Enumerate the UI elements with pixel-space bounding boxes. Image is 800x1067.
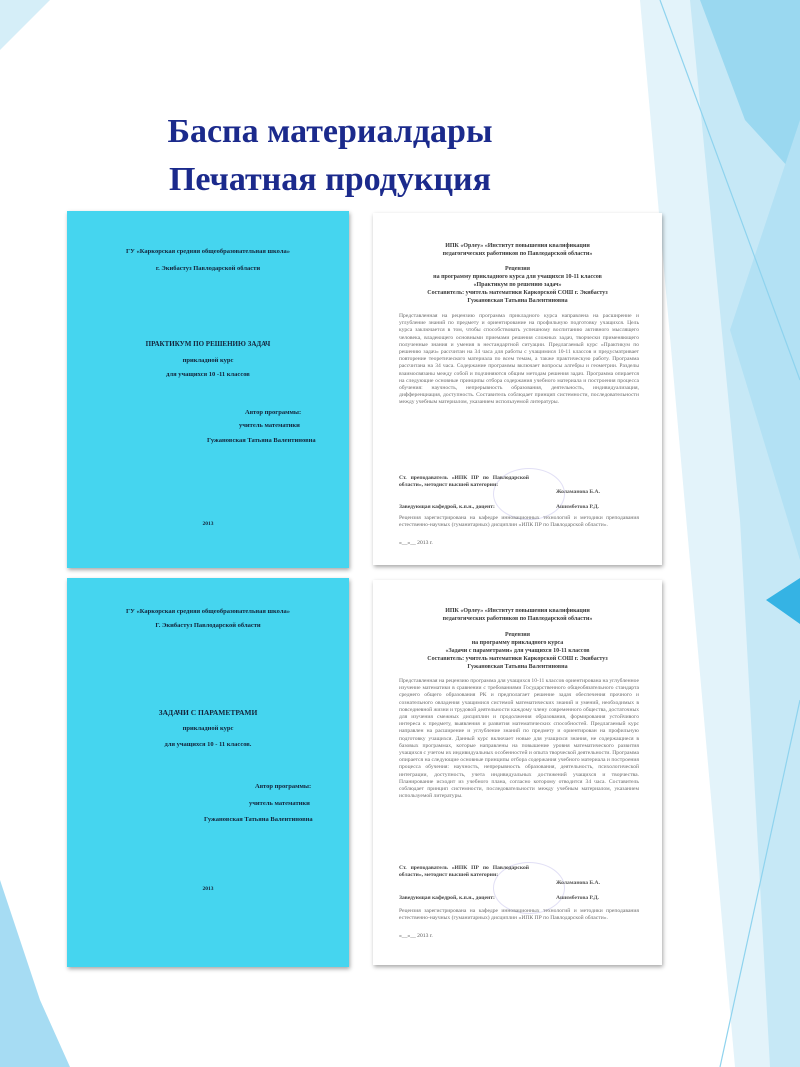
review-signature-1-label: Ст. преподаватель «ИПК ПР по Павлодарской области», методист высшей категории:: [399, 865, 529, 879]
review-date: «__»__ 2013 г.: [399, 540, 433, 546]
review-subject: на программу прикладного курса: [471, 640, 564, 646]
review-compiler-name: Гужановская Татьяна Валентиновна: [467, 298, 568, 304]
review-signature-2-name: Ашимбетова Р.Д.: [556, 504, 599, 510]
cover-author-role: учитель математики: [239, 422, 300, 429]
left-wedge-light: [0, 0, 50, 50]
cover-audience: для учащихся 10 -11 классов: [166, 371, 250, 378]
review-org-line1: ИПК «Орлеу» «Институт повышения квалификации: [445, 608, 590, 614]
review-signature-1-name: Жоламанова Б.А.: [556, 880, 600, 886]
review-course-name: «Практикум по решению задач»: [473, 282, 562, 288]
cover-author-name: Гужановская Татьяна Валентиновна: [207, 437, 316, 444]
cover-author-name: Гужановская Татьяна Валентиновна: [204, 816, 313, 823]
cover-school-name: ГУ «Каркорская средняя общеобразовательная школа»: [126, 608, 290, 615]
review-compiler: Составитель: учитель математики Каркорской СОШ г. Экибастуз: [427, 656, 608, 662]
cover-year: 2013: [202, 521, 214, 527]
cover-city: Г. Экибастуз Павлодарской области: [155, 622, 261, 629]
cover-school-name: ГУ «Каркорская средняя общеобразовательная школа»: [126, 248, 290, 255]
review-signature-1-label: Ст. преподаватель «ИПК ПР по Павлодарской области», методист высшей категории:: [399, 475, 529, 489]
cover-course-title: ЗАДАЧИ С ПАРАМЕТРАМИ: [158, 708, 258, 717]
review-signature-2-label: Заведующая кафедрой, к.п.н., доцент:: [399, 895, 495, 901]
review-subject: на программу прикладного курса для учащихся 10-11 классов: [433, 274, 602, 280]
review-signature-1-name: Жоламанова Б.А.: [556, 489, 600, 495]
cover-page-parameters: [67, 578, 349, 967]
cover-author-label: Автор программы:: [245, 409, 302, 416]
review-page-practicum: [373, 213, 662, 565]
cover-author-role: учитель математики: [249, 800, 310, 807]
review-compiler-name: Гужановская Татьяна Валентиновна: [467, 664, 568, 670]
review-date: «__»__ 2013 г.: [399, 933, 433, 939]
review-course-name: «Задачи с параметрами» для учащихся 10-11 классов: [445, 648, 590, 654]
title-line-kazakh: Баспа материалдары: [167, 113, 493, 150]
review-signature-2-name: Ашимбетова Р.Д.: [556, 895, 599, 901]
review-page-parameters: [373, 580, 662, 965]
review-footer-note: Рецензия зарегистрирована на кафедре инновационных технологий и методики преподавания естественно-научных (гуманитарных) дисциплин «ИПК ПР по Павлодарской области».: [399, 908, 639, 922]
left-wedge: [0, 880, 70, 1067]
review-signature-2-label: Заведующая кафедрой, к.п.н., доцент:: [399, 504, 495, 510]
cover-course-title: ПРАКТИКУМ ПО РЕШЕНИЮ ЗАДАЧ: [145, 340, 271, 348]
cover-course-type: прикладной курс: [182, 357, 234, 364]
review-footer-note: Рецензия зарегистрирована на кафедре инновационных технологий и методики преподавания естественно-научных (гуманитарных) дисциплин «ИПК ПР по Павлодарской области».: [399, 515, 639, 529]
review-heading: Рецензия: [505, 266, 530, 272]
cover-course-type: прикладной курс: [182, 725, 234, 732]
review-compiler: Составитель: учитель математики Каркорской СОШ г. Экибастуз: [427, 290, 608, 296]
review-org-line2: педагогических работников по Павлодарской области»: [442, 616, 593, 622]
cover-year: 2013: [202, 886, 214, 892]
review-org-line1: ИПК «Орлеу» «Институт повышения квалификации: [445, 243, 590, 249]
slide-title: [0, 108, 660, 204]
cover-author-label: Автор программы:: [255, 783, 312, 790]
review-org-line2: педагогических работников по Павлодарской области»: [442, 251, 593, 257]
review-heading: Рецензия: [505, 632, 530, 638]
review-body-text: Представленная на рецензию программа прикладного курса направлена на расширение и углубление знаний по предмету и ориентирование на профильную подготовку учащихся. Цель курса заключается в том, чтобы способствовать успешному воспитанию активного мыслящего человека, владеющего основными приемами решения сложных задач, творчески применяющего полученные знания и умения в нестандартной ситуации. Предлагаемый курс «Практикум по решению задач» рассчитан на 34 часа для работы с учащимися 10-11 классов и предусматривает повторение теоретического материала по всем темам, а также практическую работу. Программа рассчитана на 34 часа. Содержание программы включает вопросы алгебры и геометрии. Разделы взаимосвязаны между собой и подчиняются общим методам решения задач. Программа опирается на следующие основные принципы отбора содержания учебного материала и построения процесса обучения: научность, непрерывность образования, деятельность, индивидуализация, дифференциация, доступность. Составитель соблюдает принцип системности, последовательности между учебным материалом, указанием используемой литературы.: [399, 313, 639, 406]
cover-page-practicum: [67, 211, 349, 568]
cover-city: г. Экибастуз Павлодарской области: [155, 265, 261, 272]
review-body-text: Представленная на рецензию программа для учащихся 10-11 классов ориентирована на углубленное изучение математики в сравнении с требованиями Государственного общеобязательного стандарта среднего общего образования РК и предполагает решение задач обеспечения прочного и сознательного овладения учащимися системой математических знаний и умений, необходимых в повседневной жизни и трудовой деятельности каждому члену современного общества, достаточных для изучения смежных дисциплин и продолжения образования, формирования устойчивого интереса к предмету, выявления и развития математических способностей. Предлагаемый курс направлен на расширение и углубление знаний по предмету и ориентирован на профильную подготовку учащихся. Данный курс включает новые для учащихся знания, не содержащиеся в базовых программах, которые направлены на повышение уровня математического развития учащихся с учетом их индивидуальных особенностей и опыта творческой деятельности. Программа опирается на следующие основные принципы отбора содержания учебного материала и построения процесса обучения: научность, непрерывность образования, деятельность, психологической интеграции, доступность, учета индивидуальных достижений учащихся и творчества. Планирование исходит из учебного плана, согласно которому отводится 34 часа. Составитель соблюдает принцип системности, последовательности между учебным материалом, указанием используемой литературы.: [399, 678, 639, 800]
title-line-russian: Печатная продукция: [168, 161, 492, 198]
cover-audience: для учащихся 10 - 11 классов.: [164, 741, 252, 748]
